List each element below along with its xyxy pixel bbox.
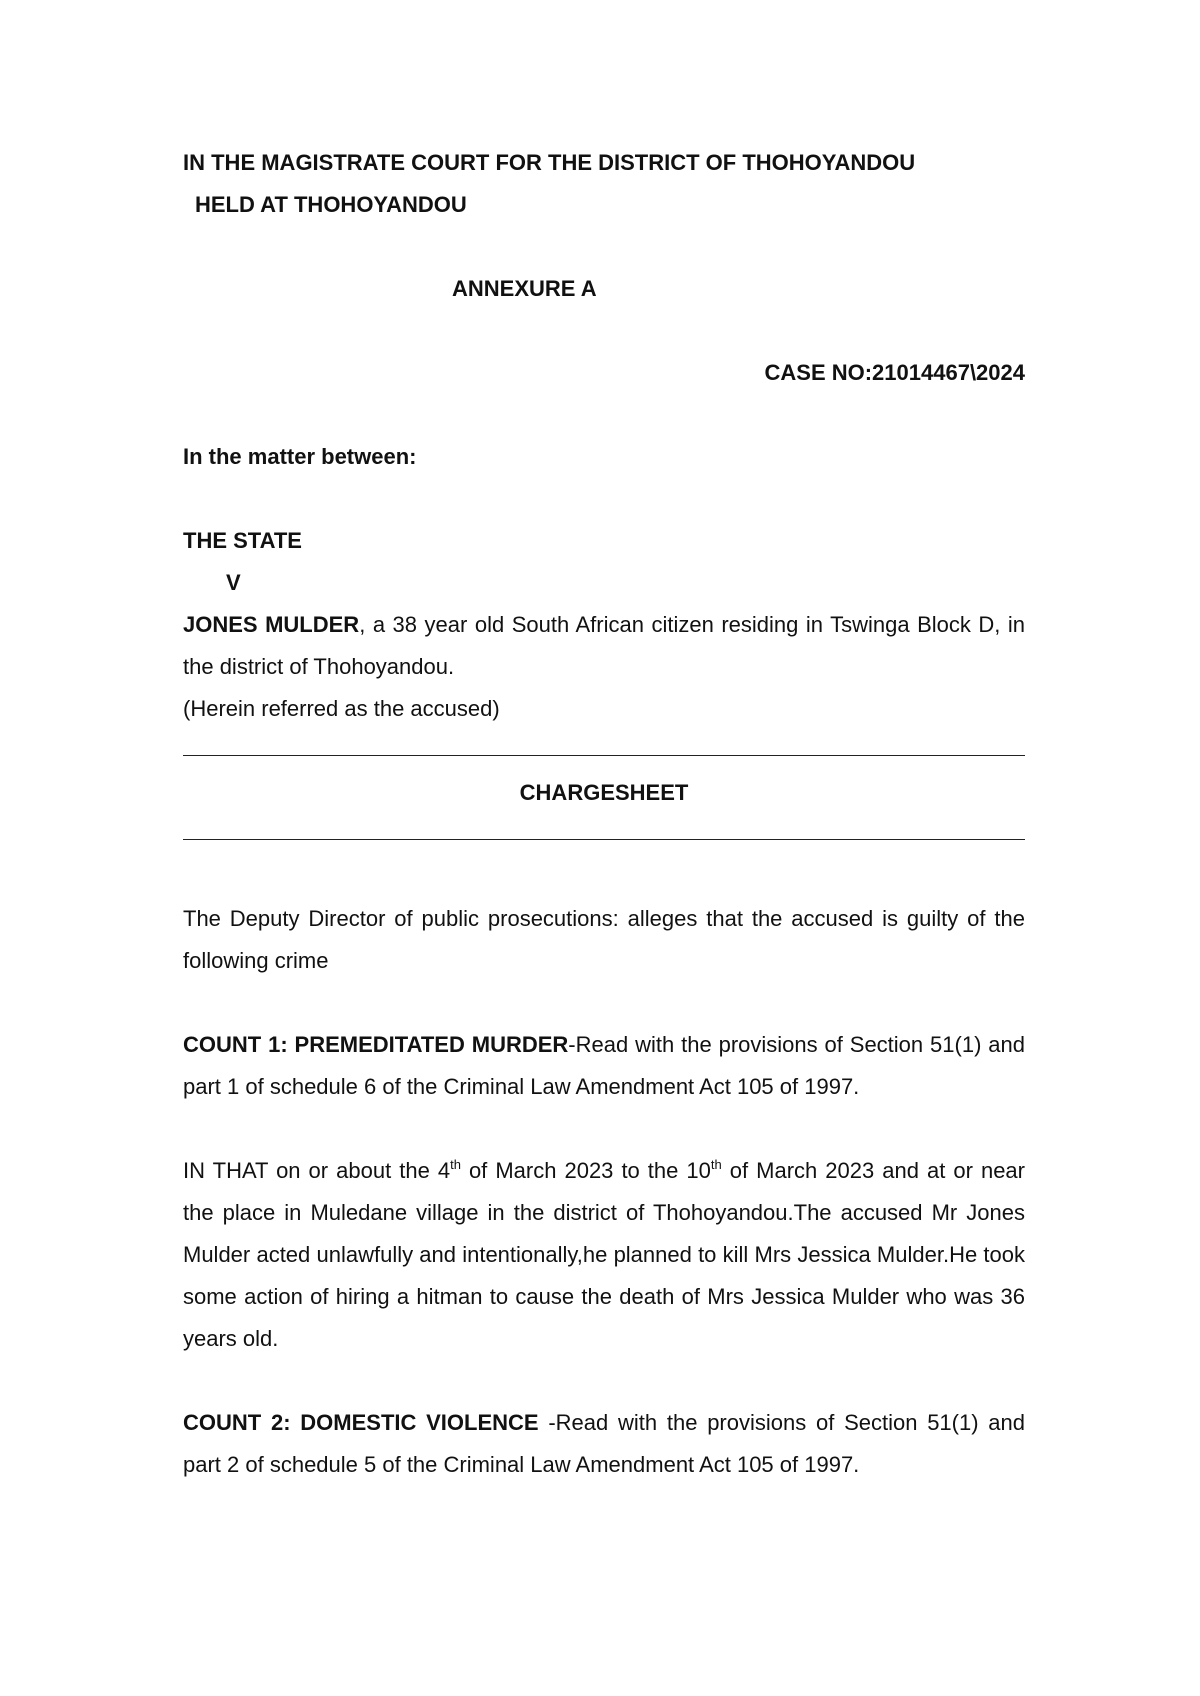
count1-fact-part3: of March 2023 and at or near the place in Muledane village in the district of Thohoyandou.The accused Mr Jones Mulder acted unlawfully and intentionally,he planned to kill Mrs Jessica Mulder.He took some action of hiring a hitman to cause the death of Mrs Jessica Mulder who was 36 years old. [183, 1158, 1025, 1351]
accused-referred: (Herein referred as the accused) [183, 696, 500, 721]
held-at-line: HELD AT THOHOYANDOU [195, 192, 467, 217]
count1-facts-paragraph [183, 1150, 1025, 1360]
count1-provision: -Read with the provisions of Section 51(1) and part 1 of schedule 6 of the Criminal Law Amendment Act 105 of 1997. [183, 1032, 1025, 1099]
annexure-label: ANNEXURE A [452, 276, 597, 301]
bottom-divider [183, 814, 1025, 856]
chargesheet-title: CHARGESHEET [519, 780, 689, 805]
count1-sup2: th [710, 1157, 722, 1172]
count2-provision: -Read with the provisions of Section 51(1) and part 2 of schedule 5 of the Criminal Law Amendment Act 105 of 1997. [183, 1410, 1026, 1477]
top-divider [183, 730, 1025, 772]
versus-label: V [226, 570, 241, 595]
accused-description: , a 38 year old South African citizen residing in Tswinga Block D, in the district of Thohoyandou. [183, 612, 1026, 679]
accused-paragraph [183, 604, 1025, 688]
count1-fact-part2: of March 2023 to the 10 [460, 1158, 711, 1183]
document-body [183, 142, 1025, 1486]
count2-paragraph [183, 1402, 1025, 1486]
accused-name: JONES MULDER [183, 612, 360, 637]
party-state: THE STATE [183, 528, 302, 553]
count1-fact-part1: IN THAT on or about the 4 [183, 1158, 451, 1183]
count2-heading: COUNT 2: DOMESTIC VIOLENCE [183, 1410, 539, 1435]
court-title: IN THE MAGISTRATE COURT FOR THE DISTRICT OF THOHOYANDOU [183, 150, 916, 175]
count1-paragraph [183, 1024, 1025, 1108]
case-number: CASE NO:21014467\2024 [764, 360, 1025, 385]
preamble-paragraph: The Deputy Director of public prosecutions: alleges that the accused is guilty of the following crime [183, 906, 1025, 973]
count1-sup1: th [450, 1157, 461, 1172]
matter-intro: In the matter between: [183, 444, 417, 469]
count1-heading: COUNT 1: PREMEDITATED MURDER [183, 1032, 569, 1057]
